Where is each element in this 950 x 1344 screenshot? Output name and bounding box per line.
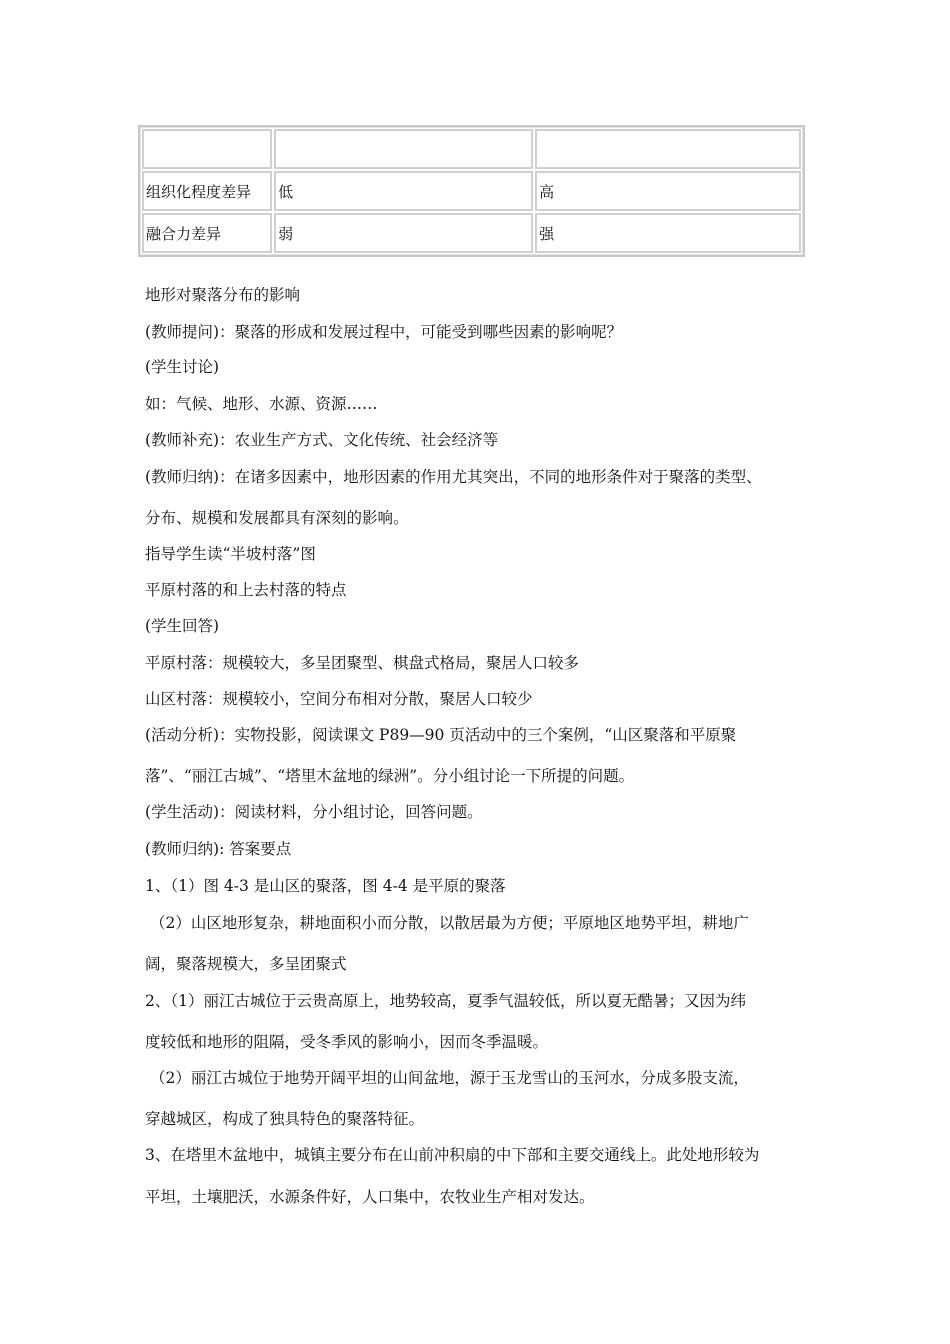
table-cell: 强 [535, 213, 801, 253]
paragraph-line: 指导学生读“半坡村落”图 [145, 545, 316, 563]
table-cell [274, 129, 533, 169]
table-cell [142, 129, 272, 169]
paragraph-line: 阔，聚落规模大，多呈团聚式 [145, 955, 347, 973]
paragraph-line: (教师归纳): 答案要点 [145, 840, 292, 858]
table-cell: 高 [535, 171, 801, 211]
table-row [142, 171, 801, 211]
paragraph-line: 度较低和地形的阻隔，受冬季风的影响小，因而冬季温暖。 [145, 1033, 549, 1051]
table-header-row [142, 129, 801, 169]
paragraph-line: 如：气候、地形、水源、资源…… [145, 395, 378, 413]
paragraph-line: 落”、“丽江古城”、“塔里木盆地的绿洲”。分小组讨论一下所提的问题。 [145, 767, 635, 785]
paragraph-line: 分布、规模和发展都具有深刻的影响。 [145, 509, 409, 527]
paragraph-line: 平坦，土壤肥沃，水源条件好，人口集中，农牧业生产相对发达。 [145, 1188, 595, 1206]
paragraph-line: （2）山区地形复杂，耕地面积小而分散，以散居最为方便；平原地区地势平坦，耕地广 [150, 914, 749, 932]
paragraph-line: 平原村落：规模较大，多呈团聚型、棋盘式格局，聚居人口较多 [145, 654, 580, 672]
table-row [142, 213, 801, 253]
table-cell: 低 [274, 171, 533, 211]
paragraph-line: (学生回答) [145, 617, 220, 635]
paragraph-line: 山区村落：规模较小，空间分布相对分散，聚居人口较少 [145, 690, 533, 708]
comparison-table [138, 125, 805, 257]
paragraph-line: (教师归纳)：在诸多因素中，地形因素的作用尤其突出，不同的地形条件对于聚落的类型、 [145, 468, 762, 486]
paragraph-line: 3、在塔里木盆地中，城镇主要分布在山前冲积扇的中下部和主要交通线上。此处地形较为 [145, 1146, 760, 1164]
section-heading: 地形对聚落分布的影响 [145, 286, 301, 304]
paragraph-line: (教师补充)：农业生产方式、文化传统、社会经济等 [145, 431, 499, 449]
paragraph-line: (活动分析)：实物投影，阅读课文 P89—90 页活动中的三个案例，“山区聚落和平原聚 [145, 726, 737, 744]
paragraph-line: (教师提问)：聚落的形成和发展过程中，可能受到哪些因素的影响呢？ [145, 323, 623, 341]
paragraph-line: (学生讨论) [145, 358, 220, 376]
paragraph-line: (学生活动)：阅读材料，分小组讨论，回答问题。 [145, 803, 483, 821]
table-cell: 弱 [274, 213, 533, 253]
table-cell: 组织化程度差异 [142, 171, 272, 211]
paragraph-line: （2）丽江古城位于地势开阔平坦的山间盆地，源于玉龙雪山的玉河水，分成多股支流， [150, 1069, 749, 1087]
paragraph-line: 2、（1）丽江古城位于云贵高原上，地势较高，夏季气温较低，所以夏无酷暑；又因为纬 [145, 992, 746, 1010]
table-cell [535, 129, 801, 169]
paragraph-line: 穿越城区，构成了独具特色的聚落特征。 [145, 1110, 425, 1128]
paragraph-line: 平原村落的和上去村落的特点 [145, 581, 347, 599]
paragraph-line: 1、（1）图 4-3 是山区的聚落，图 4-4 是平原的聚落 [145, 877, 506, 895]
table-cell: 融合力差异 [142, 213, 272, 253]
